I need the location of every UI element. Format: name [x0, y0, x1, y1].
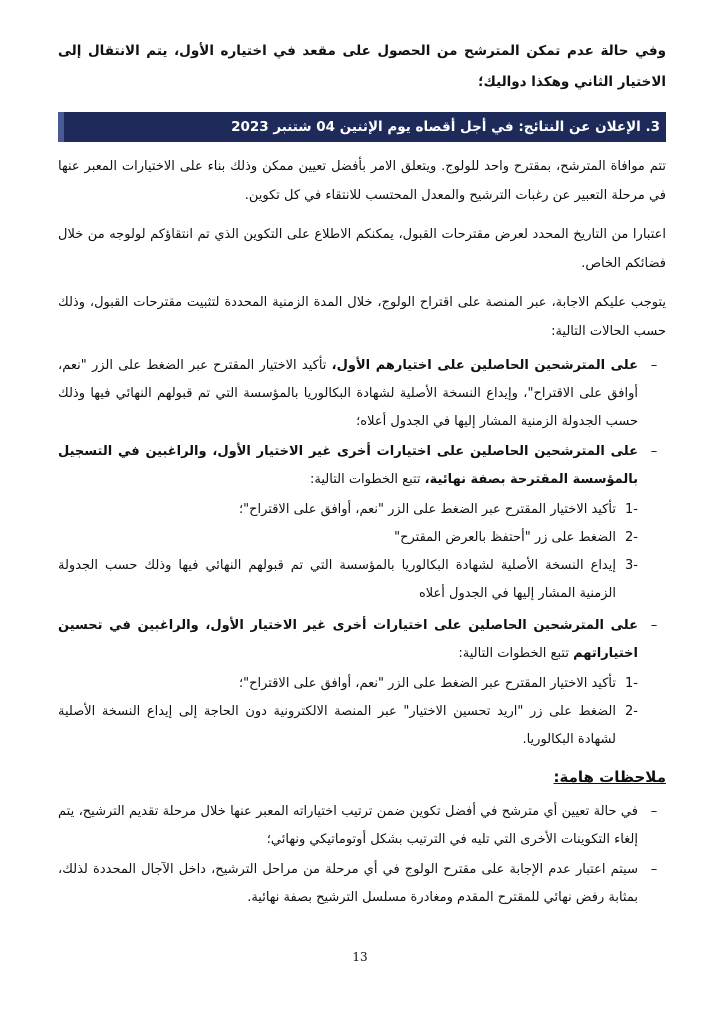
paragraph: يتوجب عليكم الاجابة، عبر المنصة على اقتراح الولوج، خلال المدة الزمنية المحددة لتثبيت مقترحات القبول، وذلك حسب الحالات التالية: — [58, 295, 666, 339]
step-number: -1 — [625, 676, 638, 691]
note-text: في حالة تعيين أي مترشح في أفضل تكوين ضمن ترتيب اختياراته المعبر عنها خلال مرحلة تقديم الترشيح، يتم إلغاء التكوينات الأخرى التي تليه في الترتيب بشكل أوتوماتيكي ونهائي؛ — [58, 804, 638, 847]
step-number: -1 — [625, 502, 638, 517]
case-lead: على المترشحين الحاصلين على اختيارهم الأول، — [331, 358, 638, 373]
case-lead: على المترشحين الحاصلين على اختيارات أخرى غير الاختيار الأول، والراغبين في التسجيل بالمؤسسة المقترحة بصفة نهائية، — [58, 444, 638, 487]
step-item — [58, 496, 638, 524]
case-item — [58, 352, 666, 436]
paragraph: اعتبارا من التاريخ المحدد لعرض مقترحات القبول، يمكنكم الاطلاع على التكوين الذي تم انتقاؤكم لولوجه من خلال فضائكم الخاص. — [58, 227, 666, 271]
step-item — [58, 698, 638, 754]
case-item — [58, 438, 666, 608]
steps-list — [58, 496, 638, 608]
step-number: -2 — [625, 704, 638, 719]
notes-list — [58, 798, 666, 912]
step-text: إيداع النسخة الأصلية لشهادة البكالوريا بالمؤسسة التي تم قبولهم النهائي فيها وذلك حسب الجدولة الزمنية المشار إليها في الجدول أعلاه — [58, 558, 616, 601]
cases-list — [58, 352, 666, 754]
step-item — [58, 552, 638, 608]
intro-paragraph: وفي حالة عدم تمكن المترشح من الحصول على مقعد في اختياره الأول، يتم الانتقال إلى الاختيار الثاني وهكذا دواليك؛ — [58, 43, 666, 90]
case-lead: على المترشحين الحاصلين على اختيارات أخرى غير الاختيار الأول، والراغبين في تحسين اختياراتهم — [58, 618, 638, 661]
note-item — [58, 798, 666, 854]
note-item — [58, 856, 666, 912]
step-item — [58, 670, 638, 698]
step-text: الضغط على زر "اريد تحسين الاختيار" عبر المنصة الالكترونية دون الحاجة إلى إيداع النسخة الأصلية لشهادة البكالوريا. — [58, 704, 616, 747]
dash-bullet: – — [650, 804, 658, 819]
dash-bullet: – — [650, 444, 658, 459]
step-item — [58, 524, 638, 552]
section-header: 3. الإعلان عن النتائج: في أجل أقصاه يوم الإثنين 04 شتنبر 2023 — [58, 112, 666, 142]
step-number: -3 — [625, 558, 638, 573]
paragraph: تتم موافاة المترشح، بمقترح واحد للولوج. ويتعلق الامر بأفضل تعيين ممكن وذلك بناء على الاختيارات المعبر عنها في مرحلة التعبير عن رغبات الترشيح والمعدل المحتسب للانتقاء في كل تكوين. — [58, 159, 666, 203]
note-text: سيتم اعتبار عدم الإجابة على مقترح الولوج في أي مرحلة من مراحل الترشيح، داخل الآجال المحددة لذلك، بمثابة رفض نهائي للمقترح المقدم ومغادرة مسلسل الترشيح بصفة نهائية. — [58, 862, 638, 905]
document-page — [58, 36, 666, 914]
steps-list — [58, 670, 638, 754]
dash-bullet: – — [650, 358, 658, 373]
case-item — [58, 612, 666, 754]
dash-bullet: – — [650, 862, 658, 877]
notes-title: ملاحظات هامة: — [553, 768, 666, 786]
case-text: تتبع الخطوات التالية: — [310, 472, 425, 487]
step-text: الضغط على زر "أحتفظ بالعرض المقترح" — [394, 530, 616, 545]
case-text: تتبع الخطوات التالية: — [458, 646, 574, 661]
step-number: -2 — [625, 530, 638, 545]
step-text: تأكيد الاختيار المقترح عبر الضغط على الزر "نعم، أوافق على الاقتراح"؛ — [239, 676, 616, 691]
case-text: تأكيد الاختيار المقترح عبر الضغط على الزر "نعم، أوافق على الاقتراح"، وإيداع النسخة الأصلية لشهادة البكالوريا بالمؤسسة التي تم قبولهم النهائي فيها وذلك حسب الجدولة الزمنية المشار إليها في الجدول أعلاه؛ — [58, 358, 638, 429]
step-text: تأكيد الاختيار المقترح عبر الضغط على الزر "نعم، أوافق على الاقتراح"؛ — [239, 502, 616, 517]
page-number: 13 — [352, 950, 368, 964]
dash-bullet: – — [650, 618, 658, 633]
